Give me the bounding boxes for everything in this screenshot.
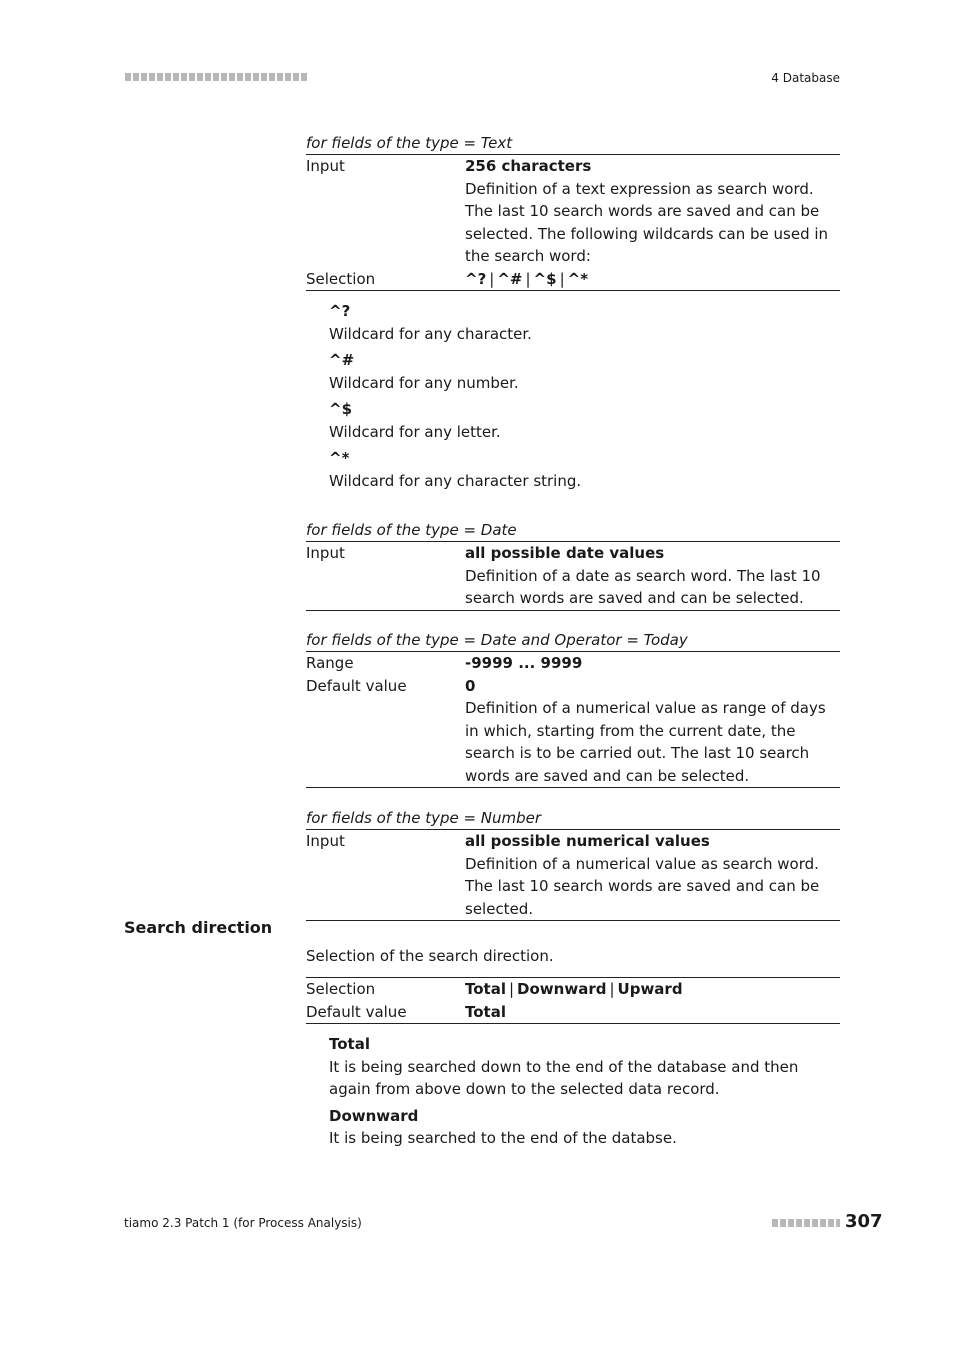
range-value: -9999 ... 9999 bbox=[465, 654, 583, 672]
date-type-caption: for fields of the type = Date bbox=[306, 521, 517, 539]
wildcard-term: ^$ bbox=[329, 400, 353, 418]
table-row bbox=[306, 268, 840, 291]
selection-option: ^$ bbox=[533, 269, 557, 288]
section-intro: Selection of the search direction. bbox=[306, 947, 554, 965]
input-value: all possible date values bbox=[465, 544, 665, 562]
date-today-block bbox=[306, 629, 840, 788]
date-type-block bbox=[306, 519, 840, 611]
selection-options: ^? | ^# | ^$ | ^* bbox=[465, 269, 589, 288]
wildcard-description: Wildcard for any letter. bbox=[329, 422, 501, 441]
selection-option: ^# bbox=[497, 269, 523, 288]
selection-option: ^? bbox=[465, 269, 487, 288]
date-today-caption: for fields of the type = Date and Operator = Today bbox=[306, 631, 688, 649]
input-label: Input bbox=[306, 544, 345, 562]
wildcard-description: Wildcard for any character. bbox=[329, 324, 532, 343]
option-description: It is being searched down to the end of the database and then again from above down to the selected data record. bbox=[329, 1057, 799, 1098]
date-type-table bbox=[306, 541, 840, 611]
list-item bbox=[329, 300, 840, 345]
header-decoration bbox=[125, 73, 307, 81]
table-row bbox=[306, 652, 840, 675]
number-type-block bbox=[306, 807, 840, 921]
table-row bbox=[306, 675, 840, 788]
wildcard-description: Wildcard for any number. bbox=[329, 373, 519, 392]
search-direction-table bbox=[306, 977, 840, 1024]
footer-decoration bbox=[772, 1219, 840, 1227]
wildcard-term: ^? bbox=[329, 302, 351, 320]
list-item bbox=[329, 1105, 840, 1150]
footer-product: tiamo 2.3 Patch 1 (for Process Analysis) bbox=[124, 1216, 362, 1230]
input-description: Definition of a numerical value as search word. The last 10 search words are saved and can be selected. bbox=[465, 854, 820, 918]
selection-option: ^* bbox=[567, 269, 589, 288]
default-label: Default value bbox=[306, 676, 407, 695]
table-row bbox=[306, 830, 840, 920]
text-type-caption: for fields of the type = Text bbox=[306, 134, 513, 152]
range-label: Range bbox=[306, 654, 354, 672]
direction-option-list bbox=[329, 1033, 840, 1150]
selection-options: Total | Downward | Upward bbox=[465, 980, 683, 998]
chapter-title: 4 Database bbox=[771, 71, 840, 85]
default-label: Default value bbox=[306, 1002, 407, 1021]
table-row bbox=[306, 1001, 840, 1024]
default-value: 0 bbox=[465, 676, 476, 695]
table-row bbox=[306, 542, 840, 610]
number-type-caption: for fields of the type = Number bbox=[306, 809, 542, 827]
option-term: Total bbox=[329, 1035, 370, 1053]
list-item bbox=[329, 398, 840, 443]
list-item bbox=[329, 447, 840, 492]
selection-option: Upward bbox=[617, 980, 683, 998]
search-direction-params bbox=[306, 977, 840, 1024]
number-type-table bbox=[306, 829, 840, 921]
selection-option: Total bbox=[465, 980, 506, 998]
input-value: all possible numerical values bbox=[465, 832, 710, 850]
section-heading: Search direction bbox=[124, 918, 273, 937]
list-item bbox=[329, 349, 840, 394]
date-today-table bbox=[306, 651, 840, 788]
option-description: It is being searched to the end of the databse. bbox=[329, 1129, 677, 1147]
input-value: 256 characters bbox=[465, 157, 592, 175]
input-label: Input bbox=[306, 832, 345, 850]
text-type-table bbox=[306, 154, 840, 291]
wildcard-list bbox=[329, 300, 840, 492]
selection-option: Downward bbox=[517, 980, 607, 998]
input-label: Input bbox=[306, 157, 345, 175]
wildcard-term: ^# bbox=[329, 351, 355, 369]
list-item bbox=[329, 1033, 840, 1101]
default-description: Definition of a numerical value as range of days in which, starting from the current date, the search is to be carried out. The last 10 search words are saved and can be selected. bbox=[465, 699, 826, 785]
text-type-block bbox=[306, 132, 840, 291]
option-term: Downward bbox=[329, 1106, 419, 1125]
input-description: Definition of a text expression as search word. The last 10 search words are saved and can be selected. The following wildcards can be used in the search word: bbox=[465, 179, 829, 265]
page-number: 307 bbox=[845, 1211, 883, 1232]
wildcard-description: Wildcard for any character string. bbox=[329, 471, 582, 490]
selection-label: Selection bbox=[306, 980, 376, 998]
wildcard-term: ^* bbox=[329, 449, 350, 467]
default-value: Total bbox=[465, 1002, 506, 1021]
input-description: Definition of a date as search word. The last 10 search words are saved and can be selected. bbox=[465, 566, 821, 607]
table-row bbox=[306, 155, 840, 268]
table-row bbox=[306, 978, 840, 1001]
selection-label: Selection bbox=[306, 269, 376, 288]
